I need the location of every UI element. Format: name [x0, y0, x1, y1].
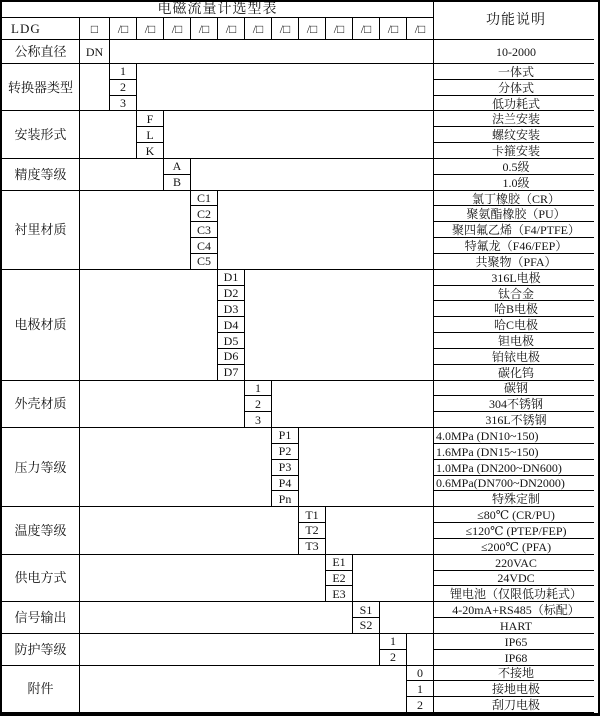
option-code: D1	[218, 270, 245, 286]
option-description: 1.6MPa (DN15~150)	[434, 444, 598, 460]
spacer-cell	[80, 191, 191, 270]
option-description: 316L不锈钢	[434, 412, 598, 428]
option-code: T2	[299, 523, 326, 539]
spacer-cell	[110, 40, 434, 64]
option-code: D3	[218, 301, 245, 317]
model-code-slot: /□	[245, 18, 272, 40]
model-code-box: □	[80, 18, 110, 40]
option-code: 1	[110, 64, 137, 80]
option-description: 一体式	[434, 64, 598, 80]
category-label: 温度等级	[2, 507, 80, 554]
option-code: 2	[245, 396, 272, 412]
spacer-cell	[80, 666, 407, 714]
spacer-cell	[80, 634, 380, 666]
category-label: 防护等级	[2, 634, 80, 666]
option-description: IP65	[434, 634, 598, 650]
option-description: ≤200℃ (PFA)	[434, 539, 598, 555]
spacer-cell	[80, 602, 353, 634]
spacer-cell	[80, 64, 110, 111]
option-code: 3	[245, 412, 272, 428]
option-code: C1	[191, 191, 218, 207]
option-code: D6	[218, 349, 245, 365]
spacer-cell	[80, 270, 218, 381]
option-code: L	[137, 127, 164, 143]
category-label: 外壳材质	[2, 381, 80, 428]
option-description: 铂铱电极	[434, 349, 598, 365]
option-description: 24VDC	[434, 571, 598, 587]
model-code-prefix: LDG	[2, 18, 80, 40]
spacer-cell	[353, 555, 434, 602]
option-code: P3	[272, 460, 299, 476]
option-description: 特殊定制	[434, 491, 598, 507]
option-code: D2	[218, 286, 245, 302]
option-code: B	[164, 175, 191, 191]
option-description: 氯丁橡胶（CR）	[434, 191, 598, 207]
option-code: P1	[272, 428, 299, 444]
option-code: E2	[326, 571, 353, 587]
option-description: 聚氨酯橡胶（PU）	[434, 206, 598, 222]
option-code: P2	[272, 444, 299, 460]
option-code: T3	[299, 539, 326, 555]
option-code: 2	[380, 650, 407, 666]
option-code: 1	[245, 381, 272, 397]
option-description: 不接地	[434, 666, 598, 682]
option-description: 碳化钨	[434, 365, 598, 381]
option-description: 1.0级	[434, 175, 598, 191]
option-description: 4-20mA+RS485（标配）	[434, 602, 598, 618]
option-description: 10-2000	[434, 40, 598, 64]
spacer-cell	[80, 507, 299, 554]
option-code: D5	[218, 333, 245, 349]
option-description: 220VAC	[434, 555, 598, 571]
category-label: 压力等级	[2, 428, 80, 507]
category-label: 供电方式	[2, 555, 80, 602]
category-label: 衬里材质	[2, 191, 80, 270]
option-description: ≤120℃ (PTEP/FEP)	[434, 523, 598, 539]
category-label: 安装形式	[2, 111, 80, 158]
option-code: 2	[110, 80, 137, 96]
option-description: ≤80℃ (CR/PU)	[434, 507, 598, 523]
model-code-slot: /□	[326, 18, 353, 40]
option-description: 钛合金	[434, 286, 598, 302]
option-description: 聚四氟乙烯（F4/PTFE）	[434, 222, 598, 238]
option-description: 哈B电极	[434, 301, 598, 317]
model-code-slot: /□	[407, 18, 434, 40]
option-code: C2	[191, 206, 218, 222]
option-code: 1	[380, 634, 407, 650]
option-description: 316L电极	[434, 270, 598, 286]
spacer-cell	[80, 428, 272, 507]
option-code: 1	[407, 681, 434, 697]
option-description: IP68	[434, 650, 598, 666]
spacer-cell	[218, 191, 434, 270]
option-code: P4	[272, 476, 299, 492]
option-description: 刮刀电极	[434, 697, 598, 713]
spacer-cell	[80, 159, 164, 191]
option-description: 0.6MPa(DN700~DN2000)	[434, 476, 598, 492]
option-code: A	[164, 159, 191, 175]
spacer-cell	[326, 507, 434, 554]
option-code: 3	[110, 96, 137, 112]
option-description: 低功耗式	[434, 96, 598, 112]
option-description: 0.5级	[434, 159, 598, 175]
option-description: HART	[434, 618, 598, 634]
option-code: S1	[353, 602, 380, 618]
model-code-slot: /□	[299, 18, 326, 40]
model-code-slot: /□	[191, 18, 218, 40]
category-label: 转换器类型	[2, 64, 80, 111]
option-description: 4.0MPa (DN10~150)	[434, 428, 598, 444]
model-code-slot: /□	[353, 18, 380, 40]
option-code: C3	[191, 222, 218, 238]
option-code: 2	[407, 697, 434, 713]
option-description: 螺纹安装	[434, 127, 598, 143]
option-code: DN	[80, 40, 110, 64]
spacer-cell	[80, 381, 245, 428]
option-description: 特氟龙（F46/FEP）	[434, 238, 598, 254]
option-code: E1	[326, 555, 353, 571]
option-code: C5	[191, 254, 218, 270]
option-code: S2	[353, 618, 380, 634]
option-code: Pn	[272, 491, 299, 507]
model-code-slot: /□	[380, 18, 407, 40]
table-title: 电磁流量计选型表	[2, 2, 434, 18]
spacer-cell	[137, 64, 434, 111]
category-label: 公称直径	[2, 40, 80, 64]
category-label: 信号输出	[2, 602, 80, 634]
option-description: 哈C电极	[434, 317, 598, 333]
option-description: 法兰安装	[434, 111, 598, 127]
model-code-slot: /□	[218, 18, 245, 40]
model-code-slot: /□	[272, 18, 299, 40]
option-description: 1.0MPa (DN200~DN600)	[434, 460, 598, 476]
option-description: 共聚物（PFA）	[434, 254, 598, 270]
option-code: F	[137, 111, 164, 127]
option-description: 分体式	[434, 80, 598, 96]
option-description: 锂电池（仅限低功耗式）	[434, 586, 598, 602]
spacer-cell	[272, 381, 434, 428]
category-label: 附件	[2, 666, 80, 714]
category-label: 精度等级	[2, 159, 80, 191]
option-description: 304不锈钢	[434, 396, 598, 412]
spacer-cell	[407, 634, 434, 666]
option-description: 卡箍安装	[434, 143, 598, 159]
option-code: D7	[218, 365, 245, 381]
option-code: 0	[407, 666, 434, 682]
option-code: D4	[218, 317, 245, 333]
model-code-slot: /□	[164, 18, 191, 40]
option-code: E3	[326, 586, 353, 602]
spacer-cell	[80, 111, 137, 158]
model-code-slot: /□	[110, 18, 137, 40]
spacer-cell	[191, 159, 434, 191]
option-code: K	[137, 143, 164, 159]
option-code: C4	[191, 238, 218, 254]
option-description: 钽电极	[434, 333, 598, 349]
spacer-cell	[380, 602, 434, 634]
spacer-cell	[164, 111, 434, 158]
model-code-slot: /□	[137, 18, 164, 40]
category-label: 电极材质	[2, 270, 80, 381]
option-description: 碳钢	[434, 381, 598, 397]
option-description: 接地电极	[434, 681, 598, 697]
spacer-cell	[80, 555, 326, 602]
spacer-cell	[245, 270, 434, 381]
function-column-header: 功能说明	[434, 2, 598, 40]
spacer-cell	[299, 428, 434, 507]
option-code: T1	[299, 507, 326, 523]
